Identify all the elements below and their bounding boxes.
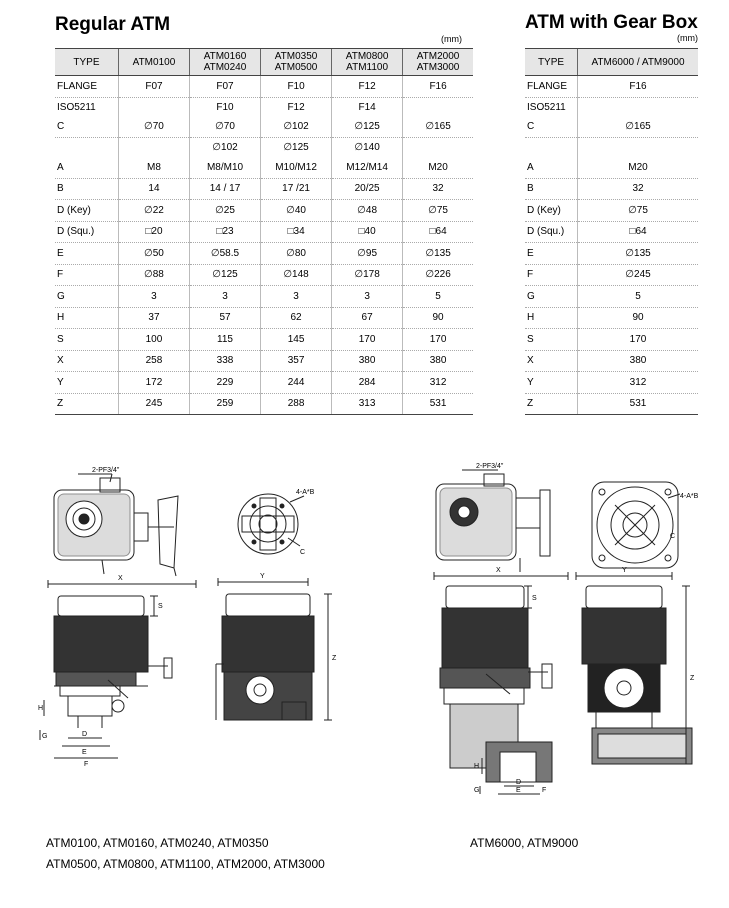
row-label: E [55,243,118,265]
table-cell: 229 [189,372,260,394]
table-cell: 115 [189,329,260,351]
table-row-c [55,117,473,138]
row-label [55,138,118,158]
row-label: C [525,117,578,138]
table-cell: 170 [403,329,473,351]
table-cell: ∅75 [403,200,473,222]
table-row-c [525,117,698,138]
table-cell: ∅178 [332,264,403,286]
table-cell: ∅125 [332,117,403,138]
table-row [55,393,473,415]
column-header-line: ATM6000 / ATM9000 [591,56,685,68]
table-cell: ∅245 [578,264,698,286]
table-cell: ∅135 [403,243,473,265]
gear-z-label: Z [690,675,695,682]
regular-atm-spec-table [55,48,473,415]
table-row [55,221,473,243]
table-cell: F07 [189,76,260,98]
regular-top-view [54,474,178,576]
table-cell: ∅102 [189,138,260,158]
gear-x-label: X [496,567,501,574]
table-cell: 62 [261,307,332,329]
table-cell: 338 [189,350,260,372]
table-cell: ∅25 [189,200,260,222]
table-row [55,200,473,222]
table-cell: 284 [332,372,403,394]
gear-front-view [582,586,692,764]
regular-z-label: Z [332,655,337,662]
table-cell: M20 [578,157,698,178]
table-cell: 259 [189,393,260,415]
gear-models-caption: ATM6000, ATM9000 [470,836,579,850]
table-cell: 3 [118,286,189,308]
gear-e-label: E [516,787,521,794]
gear-side-view [440,586,552,782]
table-cell: ∅135 [578,243,698,265]
gear-d-label: D [516,779,522,786]
row-label: F [55,264,118,286]
table-row [55,286,473,308]
gear-port-label: 2-PF3/4" [476,463,504,470]
table-cell: ∅165 [578,117,698,138]
table-cell: 172 [118,372,189,394]
row-label: D (Key) [55,200,118,222]
gear-atm-title: ATM with Gear Box [525,12,698,33]
regular-h-label: H [38,705,44,712]
row-label: S [55,329,118,351]
regular-flange-top-view [238,494,304,554]
table-cell: 90 [403,307,473,329]
regular-f-label: F [84,761,89,768]
table-cell: ∅70 [118,117,189,138]
column-header [261,49,332,76]
column-header [118,49,189,76]
table-cell: 245 [118,393,189,415]
regular-atm-title: Regular ATM [55,14,171,35]
table-cell: ∅48 [332,200,403,222]
table-row [55,178,473,200]
row-label: Y [525,372,578,394]
table-cell: M8/M10 [189,157,260,178]
table-cell: ∅50 [118,243,189,265]
table-cell: 17 /21 [261,178,332,200]
row-label: G [525,286,578,308]
table-header-row [525,49,698,76]
gear-unit-label: (mm) [677,33,698,43]
table-cell: 32 [578,178,698,200]
column-header [332,49,403,76]
gear-h-label: H [474,763,480,770]
table-cell: 258 [118,350,189,372]
table-cell: 312 [578,372,698,394]
table-cell: 100 [118,329,189,351]
row-label: A [525,157,578,178]
row-label: D (Squ.) [55,221,118,243]
table-row [525,157,698,178]
row-label: H [525,307,578,329]
table-cell: F10 [261,76,332,98]
gear-top-view [436,470,550,572]
table-row [525,243,698,265]
table-cell: □34 [261,221,332,243]
table-cell: 288 [261,393,332,415]
table-cell: ∅125 [189,264,260,286]
table-cell: ∅95 [332,243,403,265]
table-cell: F10 [189,97,260,117]
row-label: Z [525,393,578,415]
column-header-line: ATM1100 [346,62,389,73]
table-row [525,200,698,222]
gear-atm-dimension-drawing [424,458,714,798]
table-cell: □64 [403,221,473,243]
table-row [525,393,698,415]
table-cell: ∅148 [261,264,332,286]
table-row [55,243,473,265]
column-header [189,49,260,76]
table-cell: □20 [118,221,189,243]
row-label: FLANGE [525,76,578,98]
column-header-line: ATM0500 [274,62,318,73]
table-cell: 531 [578,393,698,415]
table-row [525,350,698,372]
table-cell: ∅165 [403,117,473,138]
table-cell: ∅22 [118,200,189,222]
table-cell: F12 [261,97,332,117]
table-cell: 32 [403,178,473,200]
row-label [525,138,578,158]
table-cell: M8 [118,157,189,178]
column-header [403,49,473,76]
column-header-line: ATM3000 [416,62,460,73]
table-cell [578,138,698,158]
column-header-line: ATM0350 [274,51,318,62]
table-row-c-secondary [55,138,473,158]
table-cell: 244 [261,372,332,394]
column-header-line: ATM0240 [203,62,247,73]
regular-atm-dimension-drawing [38,458,358,778]
regular-models-caption-line1: ATM0100, ATM0160, ATM0240, ATM0350 [46,836,269,850]
row-label: Z [55,393,118,415]
table-row-flange-secondary [55,97,473,117]
table-cell: ∅226 [403,264,473,286]
table-cell: 312 [403,372,473,394]
table-row [55,329,473,351]
table-cell: 3 [261,286,332,308]
regular-d-label: D [82,731,88,738]
row-label: A [55,157,118,178]
table-cell: M10/M12 [261,157,332,178]
table-cell: ∅58.5 [189,243,260,265]
table-cell: F16 [403,76,473,98]
table-cell: 170 [332,329,403,351]
table-cell: 37 [118,307,189,329]
row-label: D (Key) [525,200,578,222]
regular-y-label: Y [260,573,265,580]
row-label: S [525,329,578,351]
row-label: FLANGE [55,76,118,98]
table-row [525,178,698,200]
table-cell: 14 [118,178,189,200]
table-cell: 531 [403,393,473,415]
gear-atm-spec-table [525,48,698,415]
table-row [525,286,698,308]
table-cell: ∅40 [261,200,332,222]
table-row [55,264,473,286]
table-cell: 357 [261,350,332,372]
table-header-row [55,49,473,76]
table-cell: □40 [332,221,403,243]
row-label: D (Squ.) [525,221,578,243]
gear-s-label: S [532,595,537,602]
row-label: ISO5211 [527,101,566,113]
table-cell: 170 [578,329,698,351]
table-row [55,372,473,394]
table-cell: 14 / 17 [189,178,260,200]
table-row [55,307,473,329]
column-header-line: ATM0160 [203,51,247,62]
regular-port-label: 2-PF3/4" [92,467,120,474]
row-label: F [525,264,578,286]
table-row-c-secondary [525,138,698,158]
table-cell: 145 [261,329,332,351]
table-row [525,264,698,286]
table-cell: ∅102 [261,117,332,138]
table-cell: ∅80 [261,243,332,265]
column-header-line: ATM0800 [345,51,389,62]
table-row [525,329,698,351]
table-cell: □23 [189,221,260,243]
table-row [55,350,473,372]
table-cell: 380 [332,350,403,372]
table-cell: F16 [578,76,698,98]
table-cell [403,97,473,117]
table-cell: 90 [578,307,698,329]
table-row-flange [525,76,698,98]
gear-bolt-label: 4-A*B [680,493,699,500]
table-cell [578,97,698,117]
table-cell: 380 [403,350,473,372]
column-header [578,49,698,76]
column-header [55,49,118,76]
row-label: ISO5211 [57,101,96,113]
table-cell [118,138,189,158]
table-cell: 5 [403,286,473,308]
regular-c-label: C [300,549,306,556]
table-cell [403,138,473,158]
gear-c-label: C [670,533,676,540]
table-cell: ∅140 [332,138,403,158]
table-row [55,157,473,178]
row-label: X [55,350,118,372]
gear-f-label: F [542,787,547,794]
table-cell: ∅70 [189,117,260,138]
table-cell: □64 [578,221,698,243]
table-cell: 3 [332,286,403,308]
column-header [525,49,578,76]
table-cell: 5 [578,286,698,308]
table-cell: ∅75 [578,200,698,222]
row-label: H [55,307,118,329]
gear-g-label: G [474,787,480,794]
table-row [525,307,698,329]
table-cell: F12 [332,76,403,98]
column-header-line: ATM0100 [132,56,176,68]
regular-models-caption-line2: ATM0500, ATM0800, ATM1100, ATM2000, ATM3000 [46,857,325,871]
row-label: B [525,178,578,200]
regular-unit-label: (mm) [441,34,462,44]
table-cell: ∅88 [118,264,189,286]
row-label: X [525,350,578,372]
table-cell: F07 [118,76,189,98]
table-cell: 57 [189,307,260,329]
column-header-line: TYPE [537,56,565,68]
table-cell: 380 [578,350,698,372]
regular-front-view [216,594,314,720]
gear-flange-top-view [592,482,680,568]
table-row-flange [55,76,473,98]
row-label: G [55,286,118,308]
row-label: Y [55,372,118,394]
table-cell: ∅125 [261,138,332,158]
regular-e-label: E [82,749,87,756]
gear-y-label: Y [622,567,627,574]
table-cell: 3 [189,286,260,308]
column-header-line: ATM2000 [416,51,460,62]
table-cell: F14 [332,97,403,117]
table-cell: 20/25 [332,178,403,200]
regular-bolt-label: 4-A*B [296,489,315,496]
table-row [525,372,698,394]
table-cell: 313 [332,393,403,415]
table-row-flange-secondary [525,97,698,117]
table-cell [118,97,189,117]
row-label: B [55,178,118,200]
regular-g-label: G [42,733,48,740]
table-cell: M20 [403,157,473,178]
regular-x-label: X [118,575,123,582]
row-label: E [525,243,578,265]
table-cell: M12/M14 [332,157,403,178]
row-label: C [55,117,118,138]
regular-s-label: S [158,603,163,610]
column-header-line: TYPE [73,56,100,68]
table-row [525,221,698,243]
table-cell: 67 [332,307,403,329]
